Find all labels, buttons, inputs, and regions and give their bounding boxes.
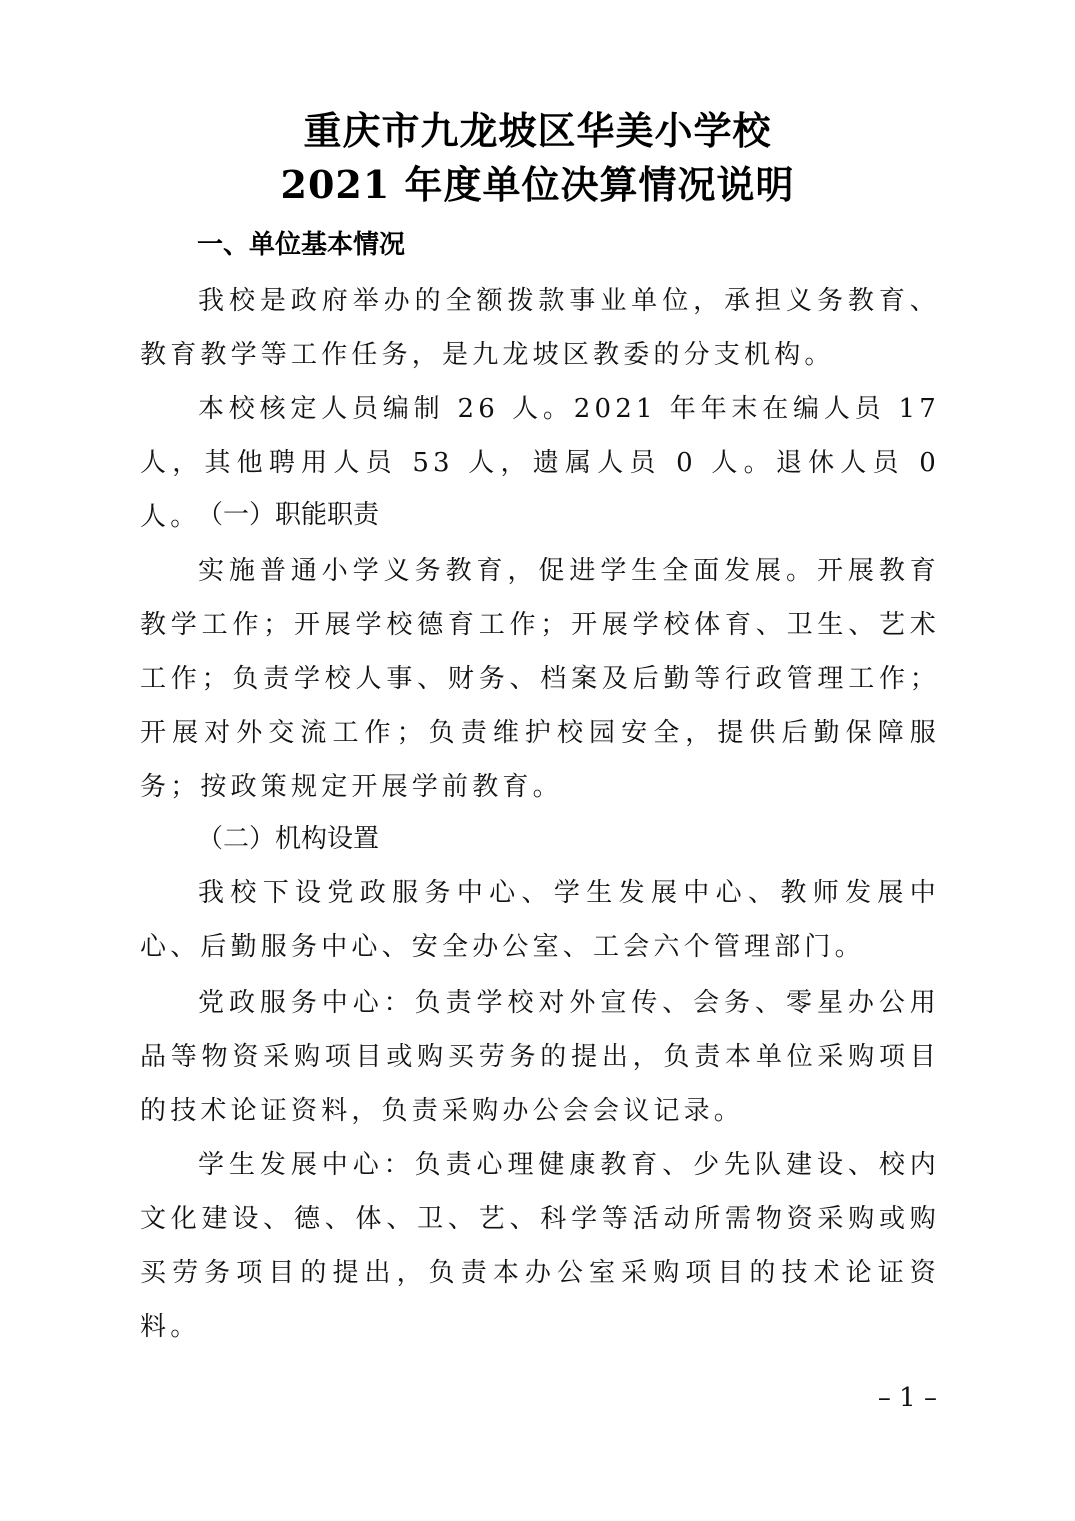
page-number: – 1 – xyxy=(877,1383,937,1413)
document-title-line1: 重庆市九龙坡区华美小学校 xyxy=(303,108,772,153)
subheading-organization: （二）机构设置 xyxy=(197,824,380,854)
paragraph-staffing: 本校核定人员编制 26 人。2021 年年末在编人员 17 人，其他聘用人员 53 人，遗属人员 0 人。退休人员 0 人。 xyxy=(140,394,940,532)
section-heading-basic-info: 一、单位基本情况 xyxy=(197,230,406,260)
subheading-duties: （一）职能职责 xyxy=(197,500,380,530)
paragraph-party-service-center: 党政服务中心：负责学校对外宣传、会务、零星办公用品等物资采购项目或购买劳务的提出，负责本单位采购项目的技术论证资料，负责采购办公会会议记录。 xyxy=(140,988,940,1126)
paragraph-unit-nature: 我校是政府举办的全额拨款事业单位，承担义务教育、教育教学等工作任务，是九龙坡区教委的分支机构。 xyxy=(140,286,940,370)
paragraph-student-development-center: 学生发展中心：负责心理健康教育、少先队建设、校内文化建设、德、体、卫、艺、科学等活动所需物资采购或购买劳务项目的提出，负责本办公室采购项目的技术论证资料。 xyxy=(140,1150,940,1342)
document-title-line2: 2021 年度单位决算情况说明 xyxy=(280,162,795,207)
paragraph-duties: 实施普通小学义务教育，促进学生全面发展。开展教育教学工作；开展学校德育工作；开展学校体育、卫生、艺术工作；负责学校人事、财务、档案及后勤等行政管理工作；开展对外交流工作；负责维护校园安全，提供后勤保障服务；按政策规定开展学前教育。 xyxy=(140,556,940,802)
paragraph-departments: 我校下设党政服务中心、学生发展中心、教师发展中心、后勤服务中心、安全办公室、工会六个管理部门。 xyxy=(140,878,940,962)
